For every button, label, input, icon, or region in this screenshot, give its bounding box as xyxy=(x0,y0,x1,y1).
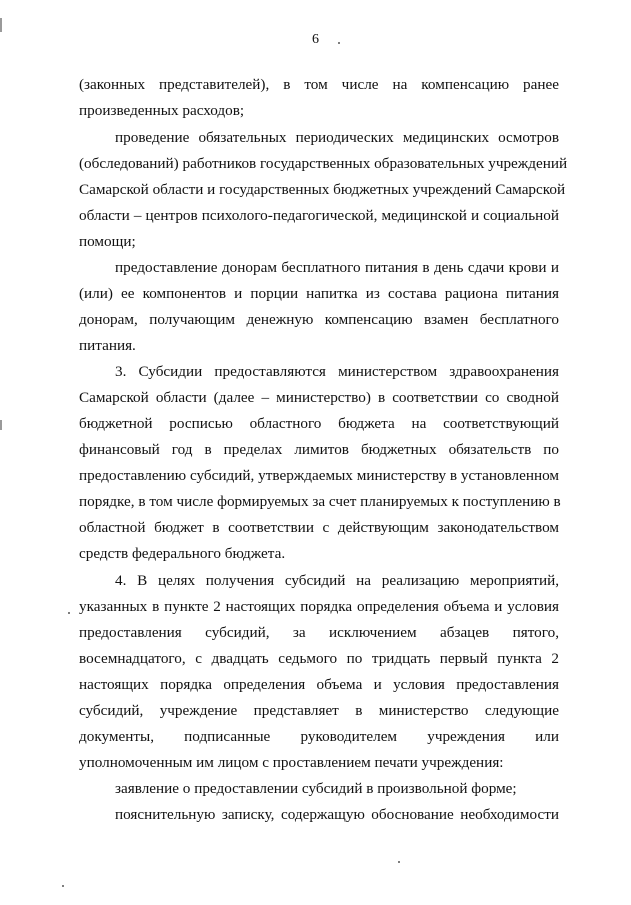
text-line: настоящих порядка определения объема и условия предоставления xyxy=(79,676,559,693)
text-line: произведенных расходов; xyxy=(79,102,245,119)
text-line: Самарской области (далее – министерство) в соответствии со сводной xyxy=(79,389,559,406)
text-line: питания. xyxy=(79,337,136,354)
page-number: 6 xyxy=(312,32,319,47)
text-line: заявление о предоставлении субсидий в произвольной форме; xyxy=(115,780,517,797)
text-line: областной бюджет в соответствии с действующим законодательством xyxy=(79,519,559,536)
text-line: пояснительную записку, содержащую обоснование необходимости xyxy=(115,806,559,823)
text-line: предоставление донорам бесплатного питания в день сдачи крови и xyxy=(115,259,559,276)
text-line: документы, подписанные руководителем учреждения или xyxy=(79,728,559,745)
text-line: предоставления субсидий, за исключением абзацев пятого, xyxy=(79,624,559,641)
text-line: бюджетной росписью областного бюджета на соответствующий xyxy=(79,415,559,432)
text-line: субсидий, учреждение представляет в министерство следующие xyxy=(79,702,559,719)
scan-speck xyxy=(338,42,340,44)
text-line: 3. Субсидии предоставляются министерством здравоохранения xyxy=(115,363,559,380)
text-line: (или) ее компонентов и порции напитка из состава рациона питания xyxy=(79,285,559,302)
text-line: 4. В целях получения субсидий на реализацию мероприятий, xyxy=(115,572,559,589)
text-line: помощи; xyxy=(79,233,136,250)
text-line: донорам, получающим денежную компенсацию взамен бесплатного xyxy=(79,311,559,328)
text-line: финансовый год в пределах лимитов бюджетных обязательств по xyxy=(79,441,559,458)
text-line: (обследований) работников государственных образовательных учреждений xyxy=(79,155,568,172)
text-line: восемнадцатого, с двадцать седьмого по тридцать первый пункта 2 xyxy=(79,650,559,667)
text-line: (законных представителей), в том числе на компенсацию ранее xyxy=(79,76,559,93)
text-line: средств федерального бюджета. xyxy=(79,545,286,562)
text-line: указанных в пункте 2 настоящих порядка определения объема и условия xyxy=(79,598,559,615)
text-line: порядке, в том числе формируемых за счет планируемых к поступлению в xyxy=(79,493,561,510)
scan-speck xyxy=(62,885,64,887)
text-line: уполномоченным им лицом с проставлением печати учреждения: xyxy=(79,754,504,771)
text-line: Самарской области и государственных бюджетных учреждений Самарской xyxy=(79,181,566,198)
scan-edge-mark xyxy=(0,18,2,32)
scan-edge-mark xyxy=(0,420,2,430)
text-line: области – центров психолого-педагогической, медицинской и социальной xyxy=(79,207,559,224)
text-line: предоставлению субсидий, утверждаемых министерству в установленном xyxy=(79,467,559,484)
scan-speck xyxy=(68,612,70,614)
scan-speck xyxy=(398,861,400,863)
text-line: проведение обязательных периодических медицинских осмотров xyxy=(115,129,559,146)
